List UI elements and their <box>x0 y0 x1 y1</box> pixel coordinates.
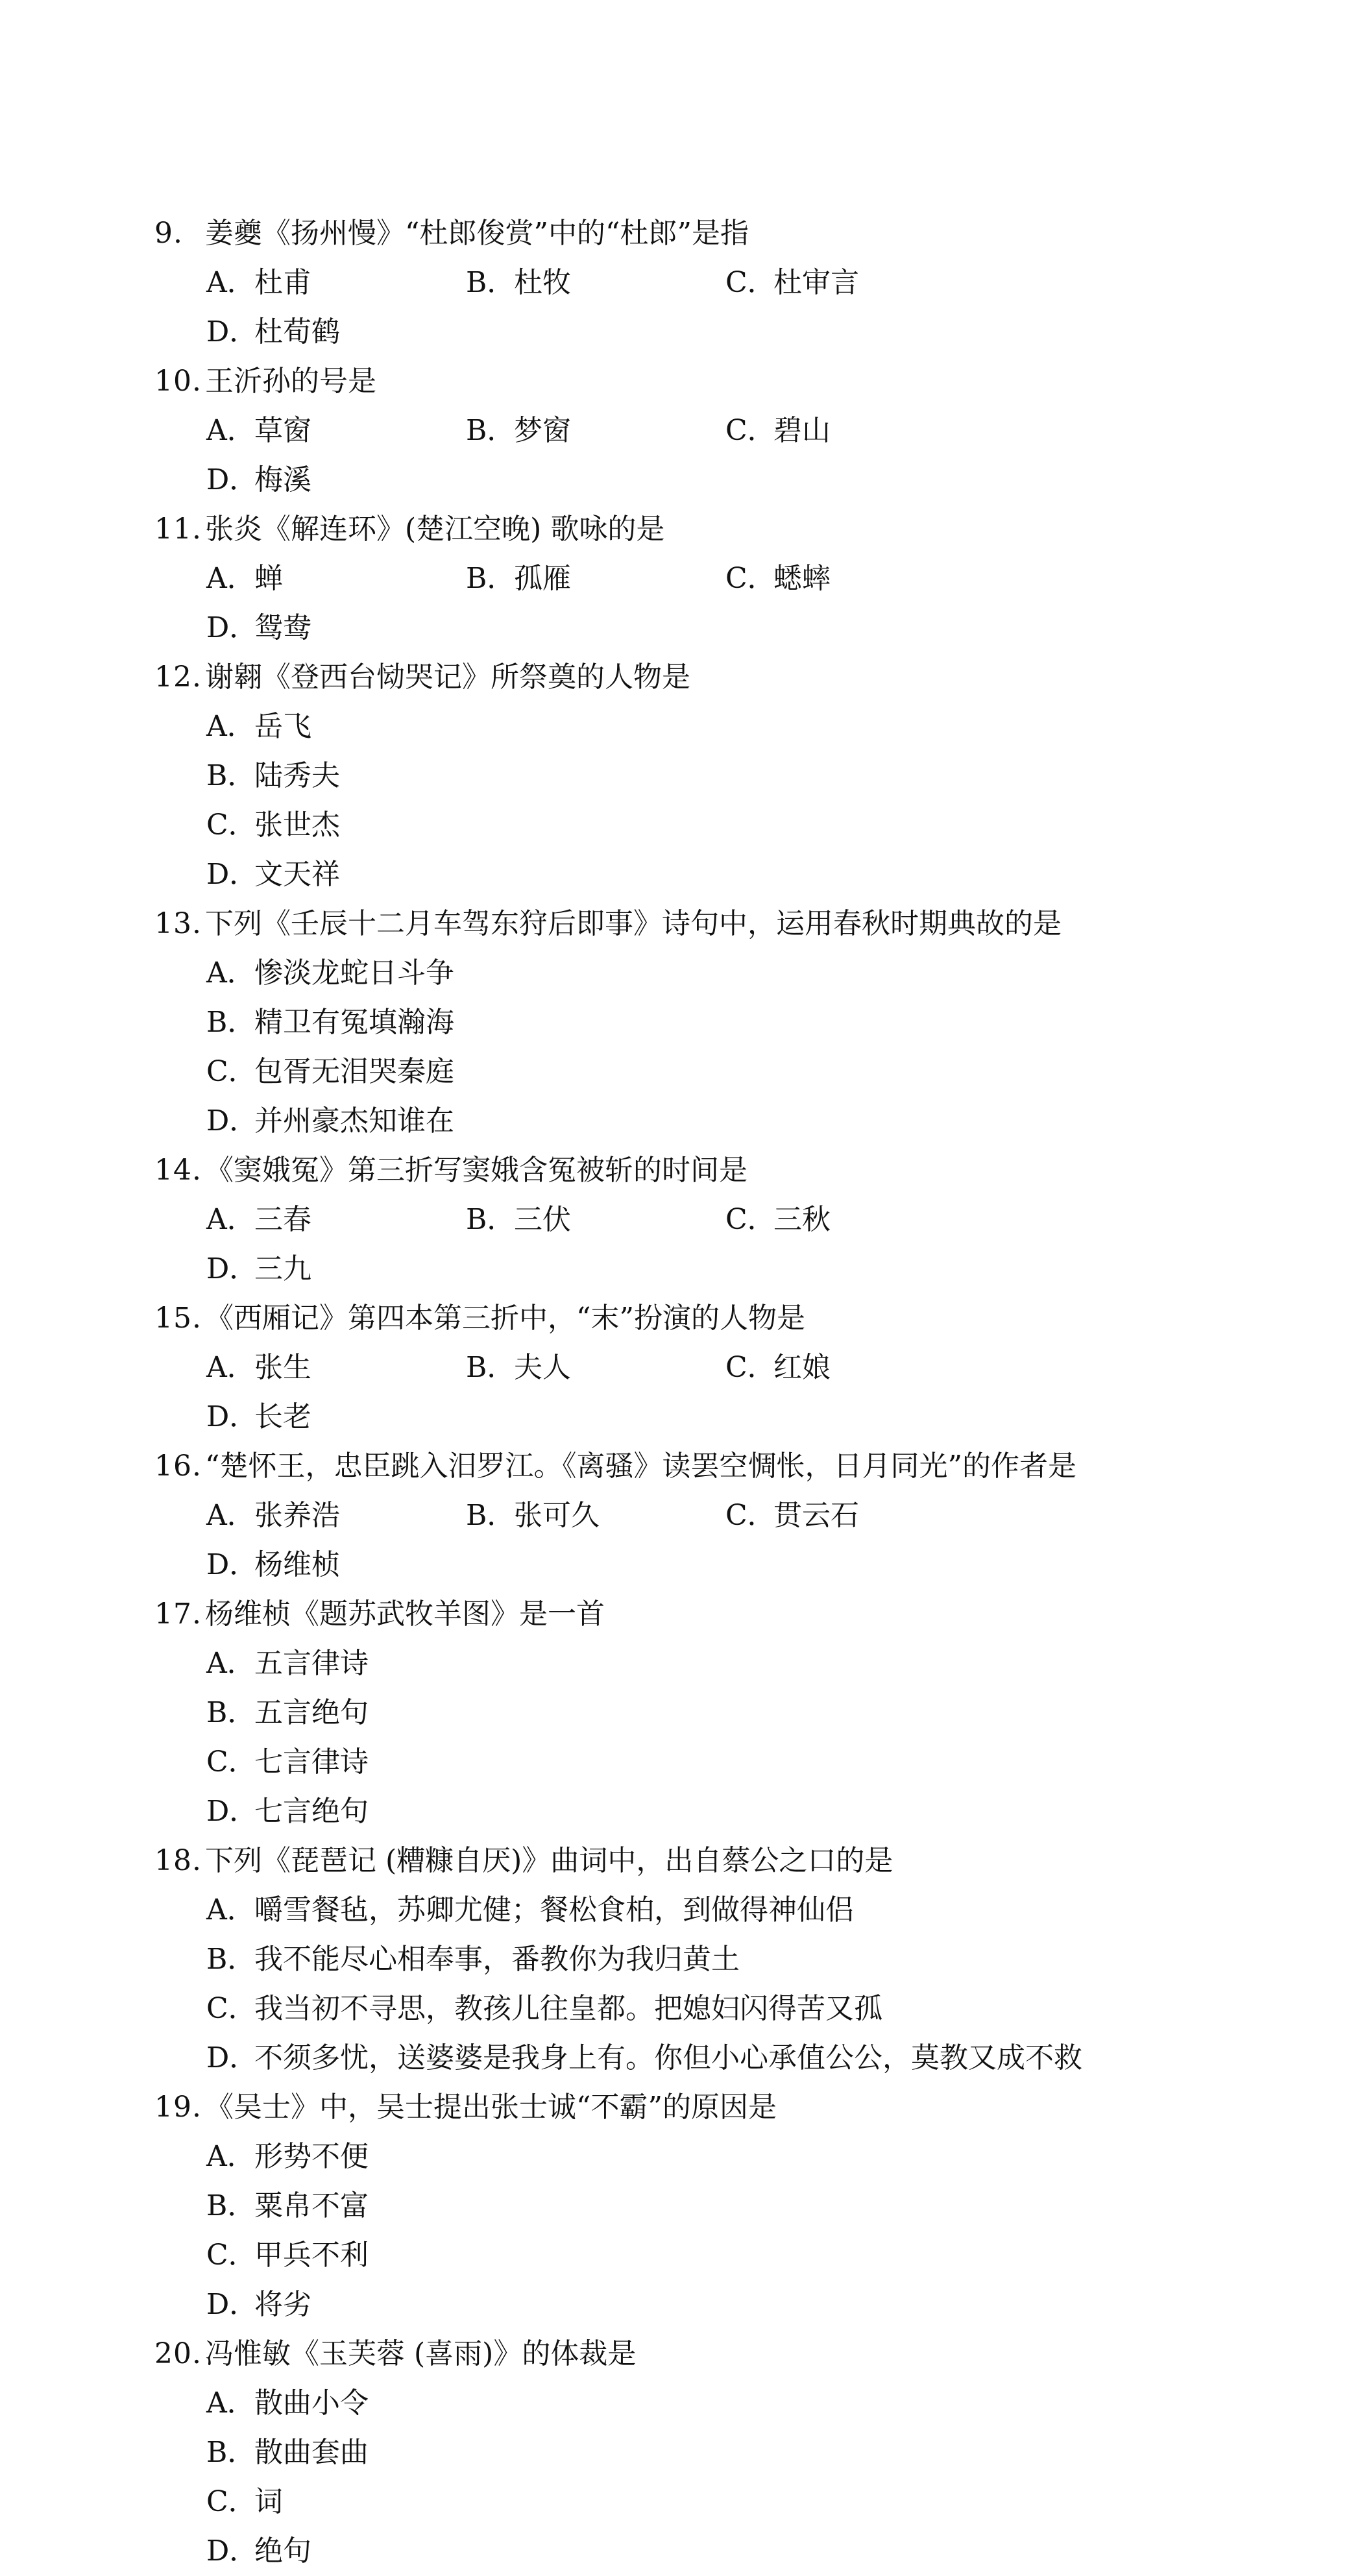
answer-option <box>206 1343 466 1392</box>
option-letter: C． <box>725 1203 776 1236</box>
question-list <box>154 209 1193 2576</box>
question-number: 10. <box>154 365 202 398</box>
question-item <box>154 1836 1193 2083</box>
option-text: 鸳鸯 <box>254 611 311 644</box>
option-text: 杨维桢 <box>254 1548 340 1581</box>
option-text: 嚼雪餐毡，苏卿尤健；餐松食柏，到做得神仙侣 <box>254 1893 854 1926</box>
answer-option <box>725 1195 985 1245</box>
question-text: 杨维桢《题苏武牧羊图》是一首 <box>205 1598 605 1631</box>
option-text: 绝句 <box>254 2534 311 2568</box>
option-text: 草窗 <box>254 414 311 447</box>
answer-option <box>206 2379 725 2428</box>
question-number: 17. <box>154 1598 202 1631</box>
option-text: 蟋蟀 <box>773 562 831 595</box>
option-letter: C． <box>206 1992 257 2025</box>
option-text: 岳飞 <box>254 710 311 743</box>
option-letter: C． <box>206 1745 257 1779</box>
answer-option <box>206 1935 1193 1984</box>
option-letter: B． <box>466 414 516 447</box>
question-stem <box>154 653 1193 702</box>
option-text: 七言律诗 <box>254 1745 369 1779</box>
question-text: 《西厢记》第四本第三折中，“末”扮演的人物是 <box>205 1302 805 1335</box>
answer-option <box>206 1097 725 1146</box>
option-text: 三秋 <box>773 1203 831 1236</box>
answer-option <box>466 1491 725 1540</box>
option-group <box>206 2132 1193 2329</box>
option-letter: D． <box>206 1104 258 1137</box>
answer-option <box>206 456 466 505</box>
option-text: 文天祥 <box>254 858 340 891</box>
option-letter: A． <box>206 1647 256 1680</box>
option-letter: A． <box>206 562 256 595</box>
option-letter: C． <box>725 1499 776 1532</box>
answer-option <box>725 1491 985 1540</box>
answer-option <box>725 554 985 603</box>
option-letter: D． <box>206 858 258 891</box>
option-text: 碧山 <box>773 414 831 447</box>
question-stem <box>154 1836 1193 1886</box>
question-text: 下列《琵琶记 (糟糠自厌)》曲词中，出自蔡公之口的是 <box>205 1844 893 1877</box>
option-letter: A． <box>206 2387 256 2420</box>
answer-option <box>206 1886 1193 1935</box>
answer-option <box>206 1047 725 1097</box>
option-text: 散曲小令 <box>254 2387 369 2420</box>
option-letter: A． <box>206 956 256 990</box>
option-text: 梅溪 <box>254 463 311 496</box>
answer-option <box>206 1984 1193 2034</box>
option-text: 张世杰 <box>254 808 340 842</box>
question-number: 20. <box>154 2337 202 2370</box>
question-stem <box>154 505 1193 554</box>
option-group <box>206 949 1193 1146</box>
option-letter: D． <box>206 2534 258 2568</box>
question-stem <box>154 899 1193 949</box>
answer-option <box>466 406 725 456</box>
answer-option <box>206 1738 725 1787</box>
question-stem <box>154 357 1193 406</box>
option-text: 形势不便 <box>254 2140 369 2173</box>
answer-option <box>206 1245 466 1294</box>
option-letter: A． <box>206 710 256 743</box>
option-group <box>206 1886 1193 2083</box>
option-letter: C． <box>206 2239 257 2272</box>
question-number: 9. <box>154 217 183 250</box>
option-letter: B． <box>466 1203 516 1236</box>
option-group <box>206 1343 1193 1442</box>
question-text: 张炎《解连环》(楚江空晚) 歌咏的是 <box>205 513 665 546</box>
option-letter: B． <box>466 1351 516 1384</box>
answer-option <box>206 2428 725 2477</box>
question-number: 18. <box>154 1844 202 1877</box>
answer-option <box>206 949 725 998</box>
answer-option <box>206 751 725 801</box>
answer-option <box>206 1639 725 1688</box>
question-number: 15. <box>154 1302 202 1335</box>
answer-option <box>206 406 466 456</box>
option-text: 杜审言 <box>773 266 859 299</box>
answer-option <box>206 2527 725 2576</box>
option-letter: B． <box>206 1006 256 1039</box>
answer-option <box>206 603 466 653</box>
option-letter: B． <box>206 1943 256 1976</box>
option-group <box>206 1195 1193 1294</box>
option-text: 三九 <box>254 1252 311 1285</box>
question-number: 12. <box>154 661 202 694</box>
option-text: 梦窗 <box>514 414 571 447</box>
option-text: 不须多忧，送婆婆是我身上有。你但小心承值公公，莫教又成不救 <box>254 2041 1082 2074</box>
option-letter: A． <box>206 1203 256 1236</box>
option-text: 粟帛不富 <box>254 2189 369 2222</box>
answer-option <box>206 2181 725 2231</box>
option-text: 三伏 <box>514 1203 571 1236</box>
option-letter: C． <box>206 2485 257 2518</box>
question-item <box>154 1294 1193 1442</box>
answer-option <box>206 308 466 357</box>
option-letter: D． <box>206 611 258 644</box>
answer-option <box>466 554 725 603</box>
answer-option <box>206 1392 466 1442</box>
option-letter: D． <box>206 2288 258 2321</box>
option-text: 散曲套曲 <box>254 2436 369 2469</box>
option-text: 张生 <box>254 1351 311 1384</box>
question-item <box>154 357 1193 505</box>
question-stem <box>154 1590 1193 1639</box>
option-text: 将劣 <box>254 2288 311 2321</box>
answer-option <box>206 2477 725 2527</box>
option-letter: D． <box>206 1548 258 1581</box>
question-stem <box>154 1146 1193 1195</box>
option-text: 甲兵不利 <box>254 2239 369 2272</box>
option-letter: C． <box>725 1351 776 1384</box>
question-number: 13. <box>154 907 202 940</box>
option-text: 陆秀夫 <box>254 759 340 792</box>
question-item <box>154 1146 1193 1294</box>
answer-option <box>206 2034 1193 2083</box>
question-number: 19. <box>154 2091 202 2124</box>
question-text: 《窦娥冤》第三折写窦娥含冤被斩的时间是 <box>205 1154 747 1187</box>
option-group <box>206 554 1193 653</box>
question-stem <box>154 209 1193 258</box>
option-letter: C． <box>206 1055 257 1088</box>
answer-option <box>206 554 466 603</box>
answer-option <box>206 998 725 1047</box>
option-letter: D． <box>206 463 258 496</box>
question-stem <box>154 1294 1193 1343</box>
option-letter: B． <box>466 562 516 595</box>
option-letter: B． <box>206 1696 256 1729</box>
question-item <box>154 1442 1193 1590</box>
answer-option <box>206 258 466 308</box>
option-group <box>206 258 1193 357</box>
option-letter: D． <box>206 2041 258 2074</box>
question-item <box>154 2083 1193 2329</box>
option-text: 张养浩 <box>254 1499 340 1532</box>
question-text: 谢翱《登西台恸哭记》所祭奠的人物是 <box>205 661 690 694</box>
question-item <box>154 653 1193 899</box>
option-text: 红娘 <box>773 1351 831 1384</box>
option-group <box>206 1491 1193 1590</box>
option-text: 我当初不寻思，教孩儿往皇都。把媳妇闪得苦又孤 <box>254 1992 882 2025</box>
option-letter: B． <box>466 1499 516 1532</box>
option-text: 张可久 <box>514 1499 600 1532</box>
answer-option <box>206 1491 466 1540</box>
answer-option <box>466 258 725 308</box>
option-text: 杜牧 <box>514 266 571 299</box>
option-text: 五言绝句 <box>254 1696 369 1729</box>
answer-option <box>725 406 985 456</box>
answer-option <box>206 801 725 850</box>
question-number: 14. <box>154 1154 202 1187</box>
question-item <box>154 209 1193 357</box>
option-group <box>206 406 1193 505</box>
answer-option <box>725 1343 985 1392</box>
option-letter: D． <box>206 1400 258 1433</box>
answer-option <box>206 2231 725 2280</box>
option-letter: B． <box>206 2436 256 2469</box>
option-text: 精卫有冤填瀚海 <box>254 1006 454 1039</box>
answer-option <box>206 1787 725 1836</box>
option-text: 贯云石 <box>773 1499 859 1532</box>
option-letter: A． <box>206 266 256 299</box>
question-text: “楚怀王，忠臣跳入汨罗江。《离骚》读罢空惆怅，日月同光”的作者是 <box>205 1450 1076 1483</box>
option-group <box>206 702 1193 899</box>
question-text: 《吴士》中，吴士提出张士诚“不霸”的原因是 <box>205 2091 777 2124</box>
option-letter: C． <box>725 562 776 595</box>
question-text: 王沂孙的号是 <box>205 365 376 398</box>
answer-option <box>206 850 725 899</box>
question-item <box>154 899 1193 1146</box>
option-group <box>206 1639 1193 1836</box>
answer-option <box>206 1195 466 1245</box>
answer-option <box>466 1343 725 1392</box>
question-stem <box>154 2083 1193 2132</box>
option-text: 七言绝句 <box>254 1795 369 1828</box>
question-stem <box>154 2329 1193 2379</box>
option-letter: A． <box>206 414 256 447</box>
question-text: 下列《壬辰十二月车驾东狩后即事》诗句中，运用春秋时期典故的是 <box>205 907 1062 940</box>
option-letter: D． <box>206 1795 258 1828</box>
question-item <box>154 2329 1193 2576</box>
option-text: 词 <box>254 2485 283 2518</box>
answer-option <box>206 1688 725 1738</box>
option-letter: D． <box>206 1252 258 1285</box>
option-letter: A． <box>206 1351 256 1384</box>
question-number: 16. <box>154 1450 202 1483</box>
option-text: 夫人 <box>514 1351 571 1384</box>
option-text: 孤雁 <box>514 562 571 595</box>
option-text: 惨淡龙蛇日斗争 <box>254 956 454 990</box>
option-text: 包胥无泪哭秦庭 <box>254 1055 454 1088</box>
question-text: 冯惟敏《玉芙蓉 (喜雨)》的体裁是 <box>205 2337 637 2370</box>
answer-option <box>206 2280 725 2329</box>
option-text: 蝉 <box>254 562 283 595</box>
question-text: 姜夔《扬州慢》“杜郎俊赏”中的“杜郎”是指 <box>205 217 749 250</box>
option-text: 五言律诗 <box>254 1647 369 1680</box>
question-item <box>154 505 1193 653</box>
question-stem <box>154 1442 1193 1491</box>
answer-option <box>206 2132 725 2181</box>
answer-option <box>725 258 985 308</box>
question-number: 11. <box>154 513 202 546</box>
option-text: 长老 <box>254 1400 311 1433</box>
answer-option <box>206 1540 466 1590</box>
option-group <box>206 2379 1193 2576</box>
option-letter: A． <box>206 2140 256 2173</box>
option-text: 杜荀鹤 <box>254 315 340 348</box>
option-letter: A． <box>206 1893 256 1926</box>
option-letter: D． <box>206 315 258 348</box>
question-item <box>154 1590 1193 1836</box>
option-letter: B． <box>466 266 516 299</box>
option-letter: C． <box>725 266 776 299</box>
option-text: 三春 <box>254 1203 311 1236</box>
option-text: 并州豪杰知谁在 <box>254 1104 454 1137</box>
option-letter: A． <box>206 1499 256 1532</box>
answer-option <box>206 702 725 751</box>
option-text: 我不能尽心相奉事，番教你为我归黄土 <box>254 1943 740 1976</box>
answer-option <box>466 1195 725 1245</box>
option-letter: C． <box>725 414 776 447</box>
option-text: 杜甫 <box>254 266 311 299</box>
option-letter: B． <box>206 759 256 792</box>
option-letter: C． <box>206 808 257 842</box>
option-letter: B． <box>206 2189 256 2222</box>
